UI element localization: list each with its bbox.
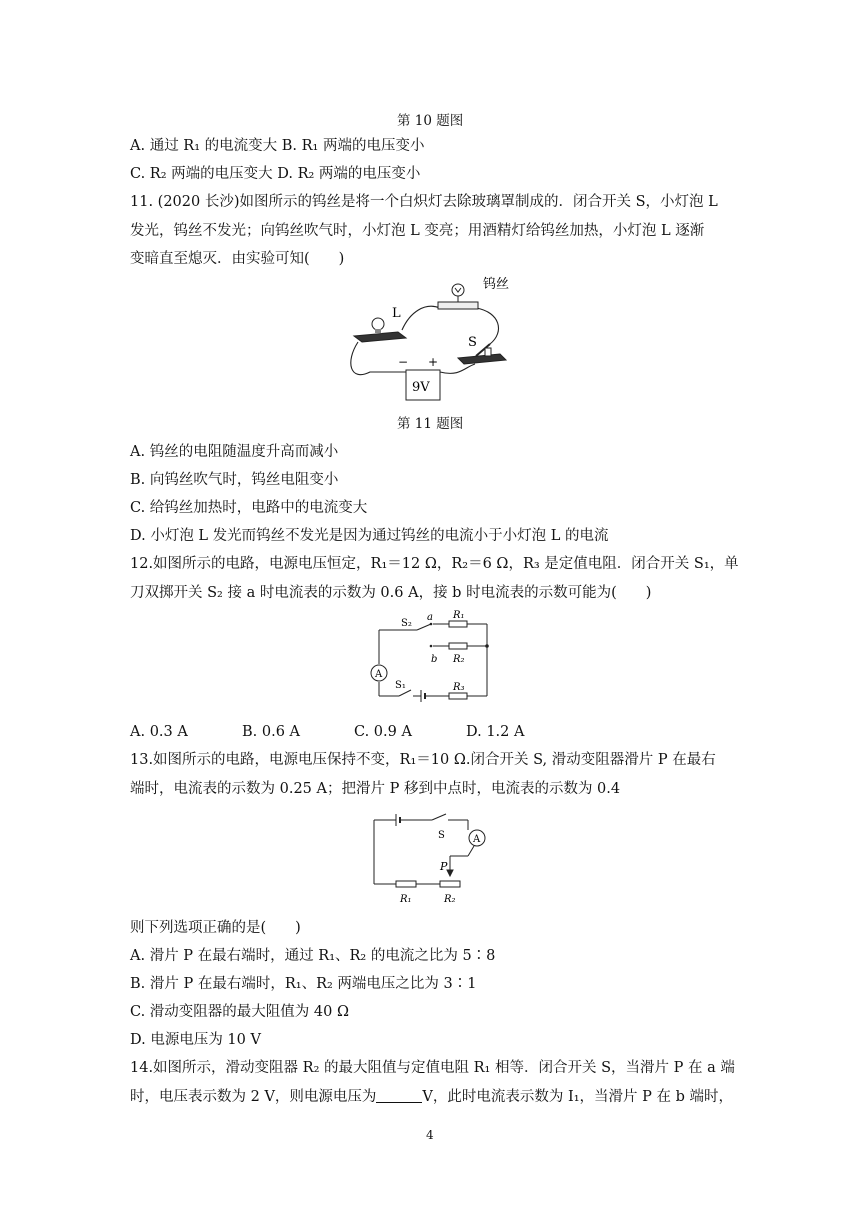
q12-s1-label: S₁ (395, 680, 406, 691)
q11-option-a: A. 钨丝的电阻随温度升高而减小 (130, 444, 339, 460)
page-number: 4 (426, 1128, 434, 1142)
switch-label: S (468, 335, 477, 350)
q13-r2-label: R₂ (444, 894, 456, 905)
q14-answer-blank (376, 1088, 422, 1103)
q11-stem-line2: 发光，钨丝不发光；向钨丝吹气时，小灯泡 L 变亮；用酒精灯给钨丝加热，小灯泡 L 逐渐 (130, 223, 705, 239)
q13-slider-label: P (440, 860, 448, 873)
q13-option-a: A. 滑片 P 在最右端时，通过 R₁、R₂ 的电流之比为 5∶8 (130, 948, 496, 964)
q11-option-c: C. 给钨丝加热时，电路中的电流变大 (130, 500, 368, 516)
figure-11-caption: 第 11 题图 (397, 416, 464, 432)
figure-10-caption: 第 10 题图 (397, 113, 464, 129)
q12-r1-label: R₁ (453, 610, 465, 621)
q14-stem-line1: 14.如图所示，滑动变阻器 R₂ 的最大阻值与定值电阻 R₁ 相等．闭合开关 S，当滑片 P 在 a 端 (130, 1060, 735, 1076)
q12-figure (365, 612, 495, 704)
q12-option-c: C. 0.9 A (354, 724, 412, 740)
q14-stem-line2-pre: 时，电压表示数为 2 V，则电源电压为 (130, 1089, 377, 1105)
q12-b-label: b (431, 654, 438, 665)
q14-stem-line2 (130, 1087, 733, 1107)
q13-option-b: B. 滑片 P 在最右端时，R₁、R₂ 两端电压之比为 3∶1 (130, 976, 477, 992)
q14-stem-line2-post: V，此时电流表示数为 I₁，当滑片 P 在 b 端时， (422, 1089, 734, 1105)
q11-option-d: D. 小灯泡 L 发光而钨丝不发光是因为通过钨丝的电流小于小灯泡 L 的电流 (130, 528, 609, 544)
q12-stem-line1: 12.如图所示的电路，电源电压恒定，R₁＝12 Ω，R₂＝6 Ω，R₃ 是定值电阻．闭合开关 S₁，单 (130, 556, 739, 572)
q13-option-c: C. 滑动变阻器的最大阻值为 40 Ω (130, 1004, 349, 1020)
q11-option-b: B. 向钨丝吹气时，钨丝电阻变小 (130, 472, 339, 488)
q11-figure (340, 272, 530, 407)
q12-r2-label: R₂ (453, 654, 465, 665)
q13-ammeter-label: A (473, 834, 481, 845)
q10-options-line2: C. R₂ 两端的电压变大 D. R₂ 两端的电压变小 (130, 166, 421, 182)
filament-label: 钨丝 (483, 277, 510, 292)
q12-ammeter-label: A (375, 669, 383, 680)
battery-plus-label: + (428, 355, 439, 369)
q13-lead: 则下列选项正确的是( ) (130, 920, 301, 936)
q13-switch-label: S (438, 830, 445, 841)
battery-minus-label: − (398, 355, 409, 369)
q13-stem-line1: 13.如图所示的电路，电源电压保持不变，R₁＝10 Ω.闭合开关 S, 滑动变阻器滑片 P 在最右 (130, 752, 716, 768)
q12-stem-line2: 刀双掷开关 S₂ 接 a 时电流表的示数为 0.6 A，接 b 时电流表的示数可能为( ) (130, 585, 652, 601)
q10-options-line1: A. 通过 R₁ 的电流变大 B. R₁ 两端的电压变小 (130, 138, 425, 154)
q12-s2-label: S₂ (401, 618, 412, 629)
q13-option-d: D. 电源电压为 10 V (130, 1032, 261, 1048)
q12-r3-label: R₃ (453, 682, 465, 693)
q12-option-a: A. 0.3 A (130, 724, 188, 740)
q11-stem-line1: 11. (2020 长沙)如图所示的钨丝是将一个白炽灯去除玻璃罩制成的．闭合开关 S，小灯泡 L (130, 194, 718, 210)
q12-option-b: B. 0.6 A (242, 724, 301, 740)
q13-stem-line2: 端时，电流表的示数为 0.25 A；把滑片 P 移到中点时，电流表的示数为 0.4 (130, 781, 621, 797)
q13-r1-label: R₁ (400, 894, 412, 905)
battery-label: 9V (412, 380, 430, 395)
q13-figure (370, 812, 490, 908)
lamp-label: L (392, 306, 401, 321)
q12-option-d: D. 1.2 A (466, 724, 525, 740)
q11-stem-line3: 变暗直至熄灭．由实验可知( ) (130, 251, 345, 267)
q12-a-label: a (427, 612, 433, 623)
